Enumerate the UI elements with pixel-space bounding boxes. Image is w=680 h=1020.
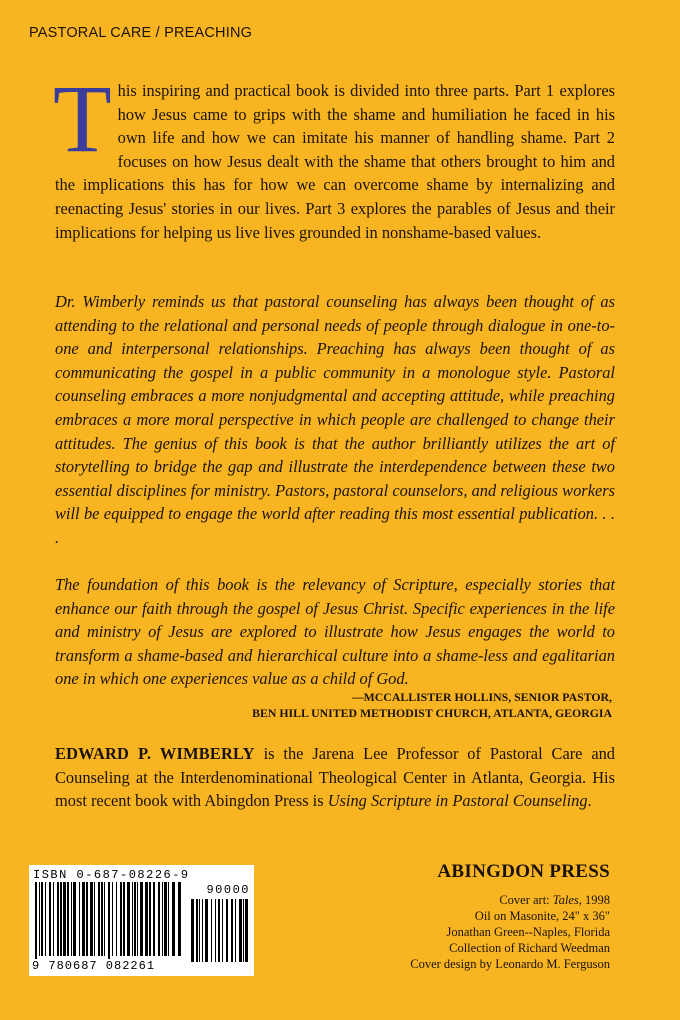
barcode-bar [49, 882, 51, 956]
barcode-bar [45, 882, 46, 956]
drop-cap: T [53, 65, 112, 172]
ean-number: 9 780687 082261 [32, 959, 156, 973]
endorsement-quote-2: The foundation of this book is the relevancy of Scripture, especially stories that enhance our faith through the gospel of Jesus Christ. Specific experiences in the life and ministry of Jesus are explored to illustrate how Jesus engages the world to transform a shame-based and hierarchical culture into a shame-less and egalitarian one in which one experiences value as a child of God. [55, 575, 615, 689]
intro-text: his inspiring and practical book is divided into three parts. Part 1 explores how Jesus came to grips with the shame and humiliation he faced in his own life and how we can imitate his manner of handling shame. Part 2 focuses on how Jesus dealt with the shame that others brought to him and the implications this has for how we can overcome shame by internalizing and reenacting Jesus' stories in our lives. Part 3 explores the parables of Jesus and their implications for helping us live lives grounded in nonshame-based values. [55, 81, 615, 242]
cover-artist: Jonathan Green--Naples, Florida [446, 925, 610, 939]
barcode-bar [90, 882, 93, 956]
barcode-bar [98, 882, 100, 956]
barcode-bar [149, 882, 151, 956]
barcode-bar [79, 882, 80, 956]
barcode-bar [104, 882, 105, 956]
barcode-bar [145, 882, 148, 956]
cover-art-medium: Oil on Masonite, 24" x 36" [474, 909, 610, 923]
barcode-bar [67, 882, 69, 956]
intro-paragraph [53, 65, 615, 244]
barcode-bar [164, 882, 167, 956]
attribution-line-1: —MCCALLISTER HOLLINS, SENIOR PASTOR, [351, 690, 612, 704]
barcode-bar [53, 882, 54, 956]
barcode-bar [112, 882, 113, 956]
cover-design-credit: Cover design by Leonardo M. Ferguson [410, 957, 610, 971]
barcode-bar [94, 882, 95, 956]
publisher-name: ABINGDON PRESS [437, 861, 610, 882]
barcode-bar [71, 882, 72, 956]
bio-text: is the Jarena Lee Professor of Pastoral Care and Counseling at the Interdenominational Theological Center in Atlanta, Georgia. His most recent book with Abingdon Press is [55, 744, 615, 811]
barcode [29, 865, 254, 976]
barcode-bar [172, 882, 175, 956]
price-code: 90000 [206, 883, 250, 897]
barcode-bar [86, 882, 88, 956]
barcode-bar [41, 882, 43, 956]
barcode-bar [39, 882, 40, 956]
attribution-line-2: BEN HILL UNITED METHODIST CHURCH, ATLANTA, GEORGIA [252, 706, 612, 720]
category-label: PASTORAL CARE / PREACHING [29, 25, 253, 41]
cover-credits [410, 892, 610, 972]
barcode-bar [137, 882, 138, 956]
barcode-bar [162, 882, 163, 956]
barcode-bar [73, 882, 76, 956]
barcode-bar [178, 882, 181, 956]
barcode-bar [57, 882, 59, 956]
endorsement-quote-1: Dr. Wimberly reminds us that pastoral counseling has always been thought of as attending to the relational and personal needs of people through dialogue in one-to-one and interpersonal relationships. Preaching has always been thought of as communicating the gospel in a public community in a monologue style. Pastoral counseling embraces a more nonjudgmental and accepting attitude, while preaching embraces a more moral perspective in which people are challenged to change their attitudes. The genius of this book is that the author brilliantly utilizes the art of storytelling to bridge the gap and illustrate the interdependence between these two essential disciplines for ministry. Pastors, pastoral counselors, and religious workers will be equipped to engage the world after reading this most essential publication. . . . [55, 292, 615, 547]
barcode-bar [108, 882, 110, 962]
barcode-bar [60, 882, 62, 956]
barcode-bar [134, 882, 136, 956]
author-name: EDWARD P. WIMBERLY [55, 744, 255, 763]
cover-art-credit: Cover art: Tales, 1998 [499, 893, 610, 907]
barcode-bar [101, 882, 103, 956]
barcode-bar [123, 882, 125, 956]
barcode-bar [63, 882, 66, 956]
bio-book-title: Using Scripture in Pastoral Counseling [327, 791, 588, 811]
barcode-bar [132, 882, 133, 956]
barcode-bar [120, 882, 122, 956]
barcode-bar [140, 882, 143, 956]
isbn-text: ISBN 0-687-08226-9 [33, 868, 190, 882]
barcode-bar [35, 882, 37, 962]
barcode-bar [153, 882, 155, 956]
bio-text-end: . [587, 791, 592, 811]
barcode-bar [116, 882, 117, 956]
barcode-bar [168, 882, 169, 956]
cover-collection: Collection of Richard Weedman [449, 941, 610, 955]
barcode-bar [158, 882, 160, 956]
barcode-bar [127, 882, 130, 956]
barcode-bar [82, 882, 85, 956]
author-bio [55, 742, 615, 813]
